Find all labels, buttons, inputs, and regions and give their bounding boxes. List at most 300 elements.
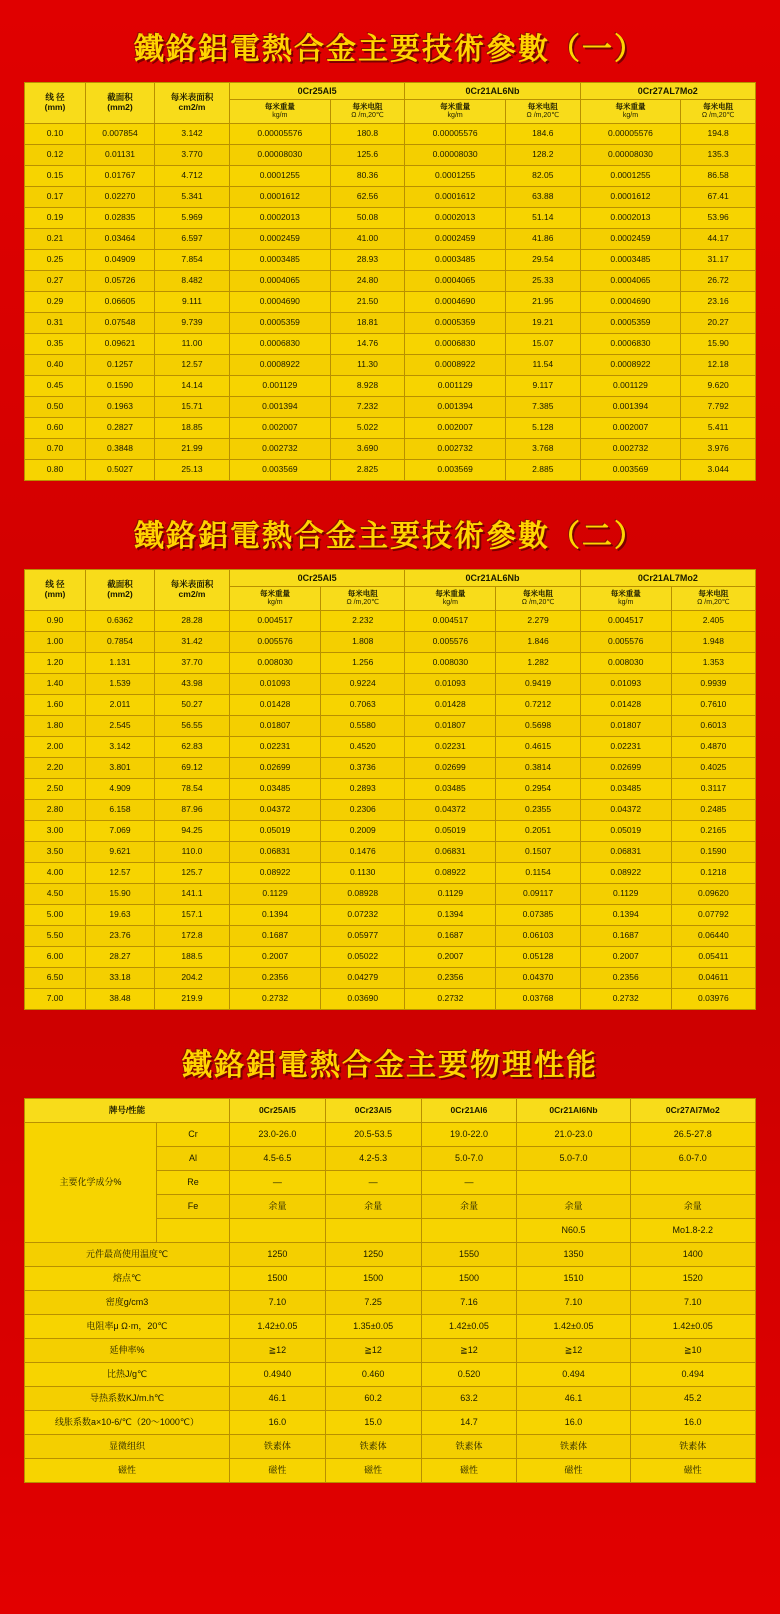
property-label: 元件最高使用温度℃ [25,1243,230,1267]
table-cell: 0.4025 [671,758,755,779]
table-cell: 0.004517 [580,611,671,632]
table-cell: 0.00005576 [230,124,331,145]
table-row [25,632,756,653]
th-surface-area-l2: cm2/m [178,102,206,112]
table-cell: 0.5580 [321,716,405,737]
table-cell: 11.30 [330,355,405,376]
table-cell: 0.35 [25,334,86,355]
table-cell: 0.09620 [671,884,755,905]
table-cell: 0.005576 [580,632,671,653]
table-cell: 铁素体 [517,1435,630,1459]
table-cell: 0.001394 [405,397,506,418]
table-row [25,250,756,271]
th2-alloy-2: 0Cr21AL6Nb [405,570,580,587]
table-cell: 157.1 [155,905,230,926]
table-cell: 0.004517 [230,611,321,632]
table-cell: 0.5027 [86,460,155,481]
table-cell: 21.0-23.0 [517,1123,630,1147]
table-cell: 18.81 [330,313,405,334]
table-cell: 0.05128 [496,947,580,968]
table-cell: 0.00005576 [405,124,506,145]
table-cell: 0.0001255 [405,166,506,187]
table-cell: 188.5 [155,947,230,968]
th2-res-1 [321,587,405,611]
table-cell: 0.2356 [580,968,671,989]
table-cell: 0.0003485 [580,250,681,271]
table-row [25,418,756,439]
th2-weight-2-label: 每米重量 [435,589,466,599]
th-res-2 [505,100,580,124]
table-row [25,611,756,632]
table-cell: 0.2355 [496,800,580,821]
table-row [25,460,756,481]
table-cell: 铁素体 [630,1435,755,1459]
table-cell: 1520 [630,1267,755,1291]
table-cell: 0.02270 [86,187,155,208]
table-cell: 0.0004065 [230,271,331,292]
table-cell: 7.00 [25,989,86,1010]
table-cell: 80.36 [330,166,405,187]
table-cell: 7.854 [155,250,230,271]
table-row [25,905,756,926]
table-cell: 0.03485 [580,779,671,800]
th-weight-2-label: 每米重量 [440,102,471,112]
table-cell: 余量 [325,1195,421,1219]
th2-cross-section-l1: 截面积 [107,579,133,590]
table-cell: 0.06831 [230,842,321,863]
table-cell: 1.42±0.05 [421,1315,517,1339]
table-cell: 15.90 [681,334,756,355]
table-cell: 0.008030 [230,653,321,674]
table-cell: 4.00 [25,863,86,884]
th2-weight-3-label: 每米重量 [610,589,641,599]
table-cell: 3.801 [86,758,155,779]
table-cell [517,1171,630,1195]
table-cell: 26.5-27.8 [630,1123,755,1147]
table-cell: 1.42±0.05 [517,1315,630,1339]
table-cell: 0.04611 [671,968,755,989]
table-row [25,124,756,145]
table-cell: 0.06605 [86,292,155,313]
table-row [25,376,756,397]
table-cell: 0.03690 [321,989,405,1010]
table-cell: — [230,1171,326,1195]
table-cell: 87.96 [155,800,230,821]
table-cell: 0.0002013 [230,208,331,229]
th2-res-2-unit: Ω /m,20℃ [521,598,555,606]
table-cell: 0.008030 [580,653,671,674]
table-cell: 0.003569 [405,460,506,481]
th-weight-1-unit: kg/m [272,111,288,119]
table-cell: 5.022 [330,418,405,439]
table-cell: 1500 [230,1267,326,1291]
table-cell: 9.739 [155,313,230,334]
table-row [25,737,756,758]
table-cell: ≧12 [230,1339,326,1363]
table-cell: 0.1130 [321,863,405,884]
table-cell: 12.57 [86,863,155,884]
table-cell: 0.2356 [405,968,496,989]
table-cell: 86.58 [681,166,756,187]
table-cell: 0.2732 [580,989,671,1010]
table-cell: 0.01093 [580,674,671,695]
table-cell: 2.885 [505,460,580,481]
table-cell: 1.80 [25,716,86,737]
table-cell: 0.19 [25,208,86,229]
table-cell: 2.50 [25,779,86,800]
table-cell: 50.27 [155,695,230,716]
section3-table-wrap [0,1098,780,1483]
table-cell: 0.1590 [671,842,755,863]
table-row [25,313,756,334]
th-cross-section-l1: 截面积 [107,92,133,103]
table-cell: 43.98 [155,674,230,695]
th-weight-1-label: 每米重量 [264,102,295,112]
table-cell: 7.10 [230,1291,326,1315]
table-cell: 0.1687 [405,926,496,947]
table-cell: 0.3736 [321,758,405,779]
table-row [25,947,756,968]
table-cell: 0.9419 [496,674,580,695]
table-cell: 20.5-53.5 [325,1123,421,1147]
table-cell: 0.1129 [580,884,671,905]
table-cell: 12.57 [155,355,230,376]
table-cell: 3.768 [505,439,580,460]
table-cell: 0.80 [25,460,86,481]
table-cell: 0.002007 [230,418,331,439]
table-cell: — [421,1171,517,1195]
table-cell: 1250 [230,1243,326,1267]
bottom-spacer [0,1483,780,1501]
table-cell: 0.01767 [86,166,155,187]
table-cell: 0.01807 [405,716,496,737]
table-cell: 1.948 [671,632,755,653]
table-cell: 1400 [630,1243,755,1267]
table-cell: 3.50 [25,842,86,863]
table-cell: 0.06831 [580,842,671,863]
table-cell: 4.5-6.5 [230,1147,326,1171]
table-cell: 1.808 [321,632,405,653]
th-res-3-unit: Ω /m,20℃ [701,111,735,119]
table-cell: 0.0001612 [405,187,506,208]
table-cell: 18.85 [155,418,230,439]
table-row [25,674,756,695]
table-cell: 0.004517 [405,611,496,632]
table-cell: 19.0-22.0 [421,1123,517,1147]
table-cell: 0.04372 [405,800,496,821]
th2-weight-2 [405,587,496,611]
table-cell: 0.05019 [580,821,671,842]
table-cell: 0.008030 [405,653,496,674]
table-row [25,1339,756,1363]
table-row [25,1435,756,1459]
table-cell: 1500 [421,1267,517,1291]
table-cell: N60.5 [517,1219,630,1243]
table-cell: 25.13 [155,460,230,481]
table-cell: 0.001129 [230,376,331,397]
table-row [25,653,756,674]
table-cell: 0.0002459 [580,229,681,250]
table-cell: 3.142 [155,124,230,145]
table-cell: 9.620 [681,376,756,397]
table-cell: 14.7 [421,1411,517,1435]
th2-alloy-1: 0Cr25Al5 [230,570,405,587]
table-row [25,1387,756,1411]
table-cell: 51.14 [505,208,580,229]
table2-head-row1 [25,570,756,587]
table-cell: 0.05411 [671,947,755,968]
table-cell: — [325,1171,421,1195]
th2-weight-1 [230,587,321,611]
table-cell: 0.494 [517,1363,630,1387]
table-cell: 5.0-7.0 [517,1147,630,1171]
table-cell: 0.003569 [230,460,331,481]
table-cell: 11.00 [155,334,230,355]
table-row [25,334,756,355]
table-cell: 46.1 [517,1387,630,1411]
table-cell: 0.03485 [230,779,321,800]
table-cell: 7.16 [421,1291,517,1315]
table-cell: 6.158 [86,800,155,821]
table-cell: 磁性 [325,1459,421,1483]
table-cell: 0.07385 [496,905,580,926]
composition-element: Fe [157,1195,230,1219]
table-cell: 0.0001612 [580,187,681,208]
table-cell: 0.07792 [671,905,755,926]
table1-head-row1 [25,83,756,100]
table-cell: 0.3117 [671,779,755,800]
th-wire-diameter-l2: (mm) [44,102,66,112]
table-cell: 204.2 [155,968,230,989]
table-cell: 69.12 [155,758,230,779]
table-cell: 23.76 [86,926,155,947]
th3-alloy-3: 0Cr21Al6 [421,1099,517,1123]
table-cell: 0.01093 [230,674,321,695]
table-cell: 0.005576 [405,632,496,653]
table-cell: 铁素体 [421,1435,517,1459]
th-weight-3 [580,100,681,124]
th-wire-diameter [25,83,86,124]
table-cell: 0.00008030 [405,145,506,166]
table-cell: 0.02231 [230,737,321,758]
table-cell: 12.18 [681,355,756,376]
table-cell: 63.2 [421,1387,517,1411]
table-cell: 0.01428 [405,695,496,716]
table-cell: 0.07548 [86,313,155,334]
th2-surface-area [155,570,230,611]
table-cell: 0.0006830 [230,334,331,355]
table-cell: 29.54 [505,250,580,271]
table-cell: 1.35±0.05 [325,1315,421,1339]
table-cell: 0.70 [25,439,86,460]
table-cell: 0.2007 [405,947,496,968]
table-cell: 0.02835 [86,208,155,229]
table-cell: 0.0008922 [230,355,331,376]
table-row [25,145,756,166]
table-cell: 3.976 [681,439,756,460]
section2-title: 鐵鉻鋁電熱合金主要技術參數（二） [134,519,646,555]
table-cell: 0.03768 [496,989,580,1010]
table-cell: 46.1 [230,1387,326,1411]
table-cell: 0.05726 [86,271,155,292]
table-cell: 1.282 [496,653,580,674]
table-row [25,968,756,989]
table-cell: 0.1687 [580,926,671,947]
th-res-2-unit: Ω /m,20℃ [526,111,560,119]
table-cell: 2.011 [86,695,155,716]
table-cell: 0.06831 [405,842,496,863]
table-cell: 0.2051 [496,821,580,842]
table3-head [25,1099,756,1123]
table-row [25,439,756,460]
table-cell: 6.50 [25,968,86,989]
table3-head-row [25,1099,756,1123]
table-cell: 110.0 [155,842,230,863]
table-cell: 5.341 [155,187,230,208]
th2-res-1-unit: Ω /m,20℃ [346,598,379,606]
table-cell: 0.07232 [321,905,405,926]
table-cell: Mo1.8-2.2 [630,1219,755,1243]
table-cell: 0.40 [25,355,86,376]
table-cell: 20.27 [681,313,756,334]
table-cell: 0.0004690 [580,292,681,313]
table-cell: 7.069 [86,821,155,842]
table-cell: 0.1476 [321,842,405,863]
th-surface-area [155,83,230,124]
table-cell: 0.001129 [580,376,681,397]
th2-res-2-label: 每米电阻 [523,589,554,599]
table-cell: 磁性 [230,1459,326,1483]
table-cell: 3.690 [330,439,405,460]
th3-alloy-2: 0Cr23Al5 [325,1099,421,1123]
table-cell: 28.93 [330,250,405,271]
table-cell: 0.0006830 [580,334,681,355]
table-cell: 0.1687 [230,926,321,947]
table-cell: 1.353 [671,653,755,674]
table-cell: 4.909 [86,779,155,800]
table-cell: 6.0-7.0 [630,1147,755,1171]
table-cell: 0.09621 [86,334,155,355]
table-cell: 6.597 [155,229,230,250]
table-cell: 0.0004065 [580,271,681,292]
table-row [25,271,756,292]
th-res-3 [681,100,756,124]
table-cell: 1.539 [86,674,155,695]
table-cell: 60.2 [325,1387,421,1411]
table-row [25,166,756,187]
table-cell: 0.50 [25,397,86,418]
table-cell: 7.232 [330,397,405,418]
table-cell: 0.2007 [580,947,671,968]
table-cell: 5.00 [25,905,86,926]
table-row [25,187,756,208]
table-cell: 0.2485 [671,800,755,821]
table-cell: 41.86 [505,229,580,250]
table-cell: 41.00 [330,229,405,250]
table-cell: 0.02231 [580,737,671,758]
table-cell: 45.2 [630,1387,755,1411]
th3-grade-property: 牌号/性能 [25,1099,230,1123]
table-row [25,800,756,821]
table-cell: 铁素体 [325,1435,421,1459]
table-cell: 0.02231 [405,737,496,758]
property-label: 延伸率% [25,1339,230,1363]
table-cell: 9.117 [505,376,580,397]
table-cell: 23.0-26.0 [230,1123,326,1147]
table-cell: 0.0001612 [230,187,331,208]
table-cell: 0.1129 [230,884,321,905]
table-cell: 0.002732 [580,439,681,460]
table-cell: 0.17 [25,187,86,208]
th2-wire-diameter-l1: 线 径 [45,579,65,590]
table-cell: 0.003569 [580,460,681,481]
table-row [25,1291,756,1315]
table-cell: 3.00 [25,821,86,842]
table-cell: 19.21 [505,313,580,334]
table-cell: 0.2827 [86,418,155,439]
table2-head [25,570,756,611]
table-row [25,716,756,737]
table-cell: 0.1394 [580,905,671,926]
table-cell: 0.6013 [671,716,755,737]
table-cell: 1500 [325,1267,421,1291]
table-cell: 1.60 [25,695,86,716]
table-cell: 0.0001255 [230,166,331,187]
table-cell: 26.72 [681,271,756,292]
table-cell: 82.05 [505,166,580,187]
table-cell: 0.05019 [230,821,321,842]
th2-surface-area-l2: cm2/m [178,589,206,600]
table-cell: 31.42 [155,632,230,653]
th-cross-section [86,83,155,124]
table-cell: 2.20 [25,758,86,779]
table-cell: 5.0-7.0 [421,1147,517,1171]
table-cell: 磁性 [421,1459,517,1483]
table-cell: 0.2007 [230,947,321,968]
table-cell: 0.01131 [86,145,155,166]
table-cell: 0.4615 [496,737,580,758]
table-cell: 180.8 [330,124,405,145]
table-cell: 5.969 [155,208,230,229]
composition-label: 主要化学成分% [25,1123,157,1243]
table-cell: 2.00 [25,737,86,758]
table-cell: 0.60 [25,418,86,439]
table-cell: 3.044 [681,460,756,481]
table-cell: 141.1 [155,884,230,905]
table-cell: 1510 [517,1267,630,1291]
table-cell: 0.31 [25,313,86,334]
table-cell: 0.04279 [321,968,405,989]
table-cell: 0.7610 [671,695,755,716]
table-cell: 172.8 [155,926,230,947]
property-label: 密度g/cm3 [25,1291,230,1315]
table-row [25,397,756,418]
table-cell: 0.08922 [580,863,671,884]
table-cell: 3.770 [155,145,230,166]
table-row [25,695,756,716]
table-cell: 0.01093 [405,674,496,695]
table-cell: 0.05022 [321,947,405,968]
table-cell: 2.80 [25,800,86,821]
table-cell: 1250 [325,1243,421,1267]
table-cell: 磁性 [517,1459,630,1483]
table-cell: 16.0 [230,1411,326,1435]
table-cell: 0.05977 [321,926,405,947]
table-cell: 0.6362 [86,611,155,632]
table-cell: 0.04370 [496,968,580,989]
table-cell: 0.01807 [580,716,671,737]
table-cell: 67.41 [681,187,756,208]
